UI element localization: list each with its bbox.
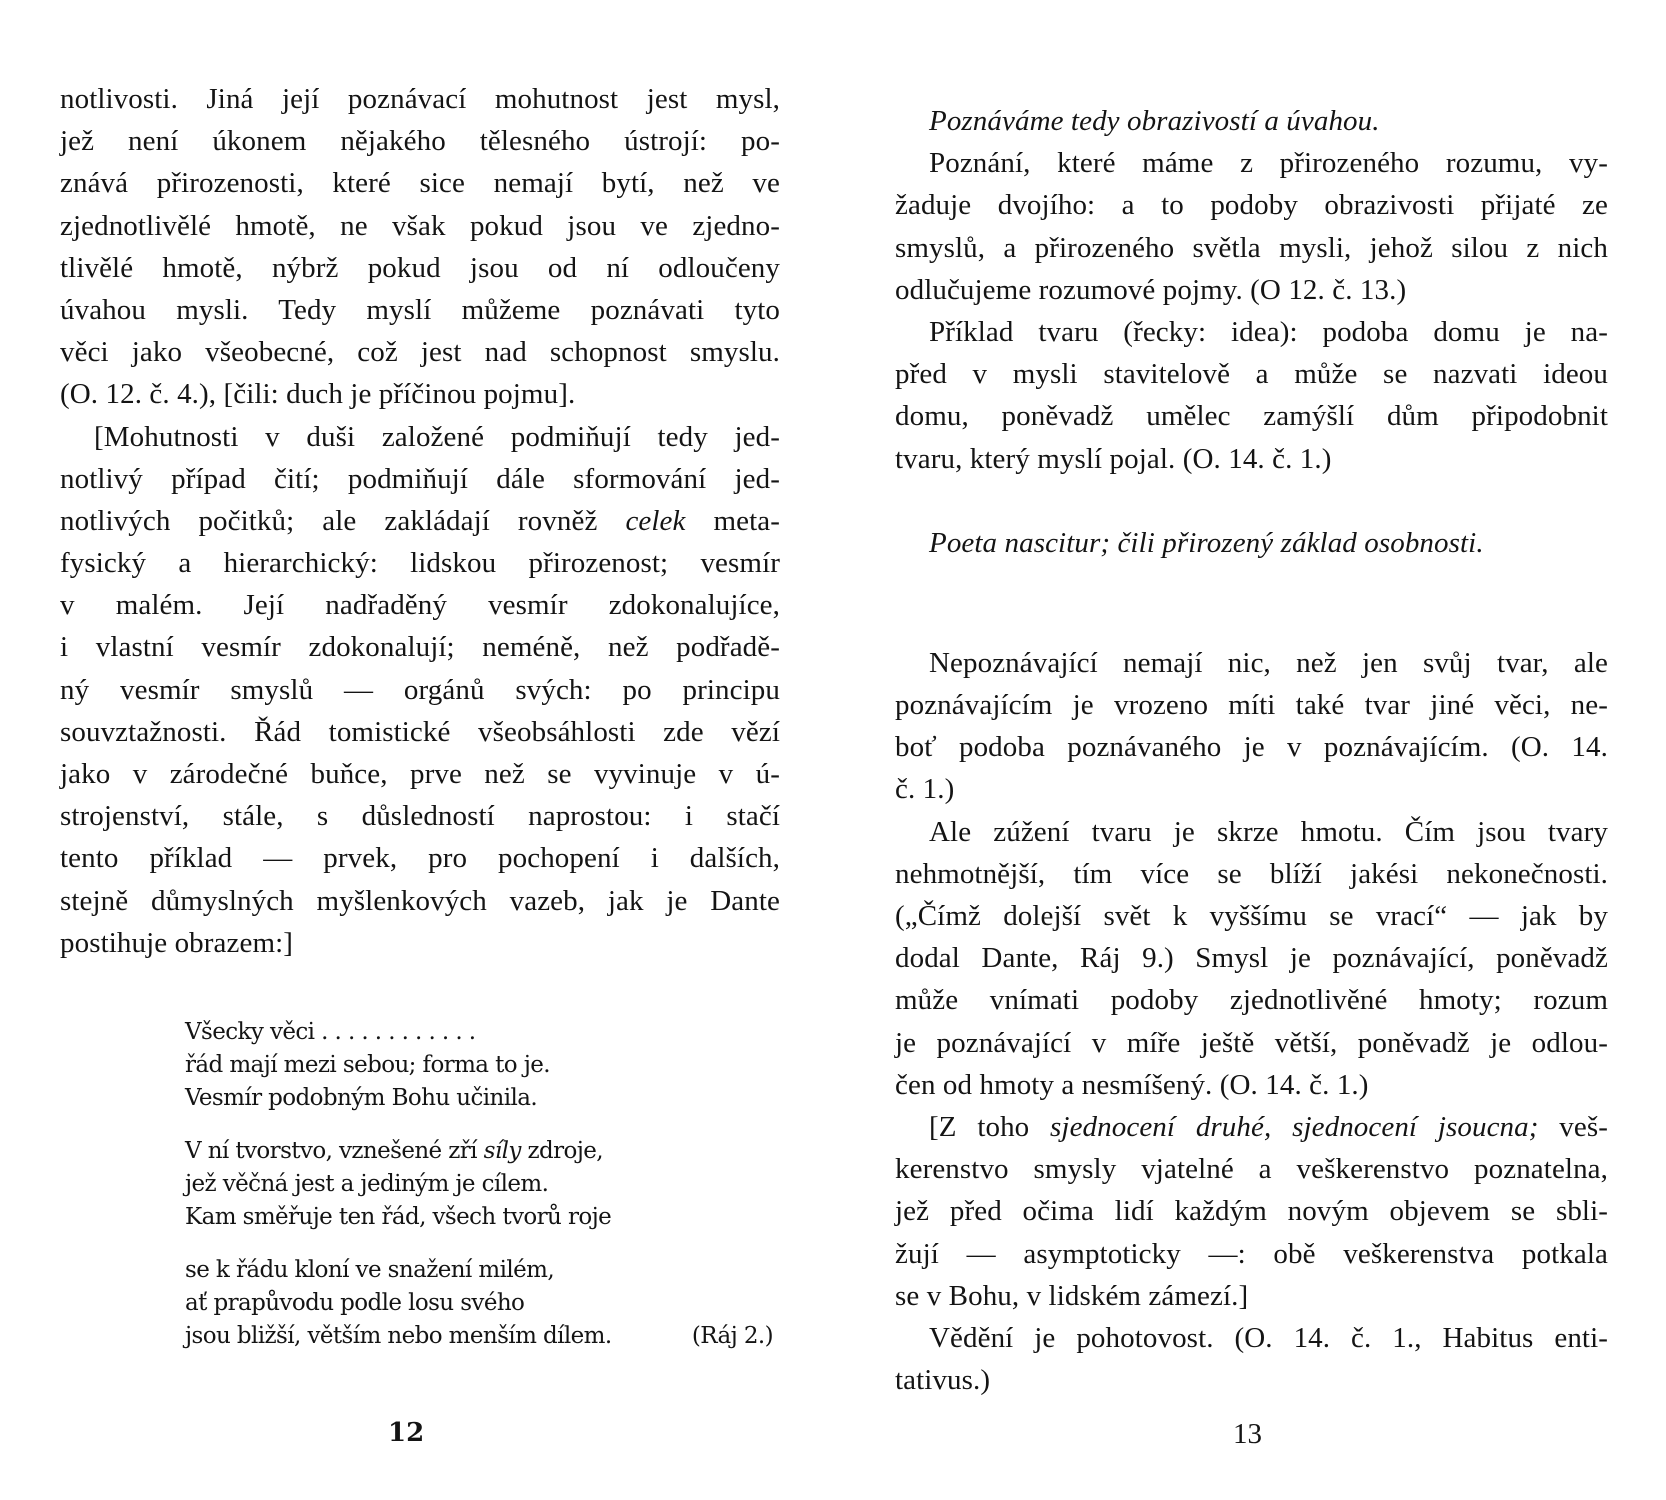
text-line: tlivělé hmotě, nýbrž pokud jsou od ní odloučeny (60, 251, 780, 284)
text-line: jež před očima lidí každým novým objevem se sbli- (895, 1195, 1608, 1228)
text-line: úvahou mysli. Tedy myslí můžeme poznávati tyto (60, 293, 780, 326)
text-line (60, 500, 780, 542)
text-line (895, 1106, 1608, 1148)
text-run: [Z toho (929, 1110, 1051, 1143)
emphasis: celek (625, 504, 686, 537)
text-line: („Čímž dolejší svět k vyššímu se vrací“ — jak by (895, 900, 1608, 932)
text-run: veš- (1538, 1110, 1608, 1143)
text-line: tvaru, který myslí pojal. (O. 14. č. 1.) (895, 442, 1332, 475)
text-line: fysický a hierarchický: lidskou přirozenost; vesmír (60, 547, 780, 580)
poem-line (185, 1135, 785, 1168)
text-line: se v Bohu, v lidském zámezí.] (895, 1279, 1249, 1312)
text-line: notlivý případ čití; podmiňují dále sformování jed- (60, 462, 780, 495)
text-line: souvztažnosti. Řád tomistické všeobsáhlosti zde vězí (60, 715, 780, 748)
poem-reference: (Ráj 2.) (691, 1323, 773, 1349)
text-run: notlivých počitků; ale zakládají rovněž (60, 504, 626, 537)
text-line: nehmotnější, tím více se blíží jakési nekonečnosti. (895, 857, 1608, 890)
poem-quotation (185, 1016, 785, 1373)
poem-line: se k řádu kloní ve snažení milém, (185, 1257, 555, 1283)
text-line: žaduje dvojího: a to podoby obrazivosti přijaté ze (895, 189, 1608, 222)
paragraph (895, 811, 1608, 1106)
text-line: před v mysli stavitelově a může se nazvati ideou (895, 358, 1608, 391)
right-page (833, 0, 1666, 1500)
text-line: Vědění je pohotovost. (O. 14. č. 1., Habitus enti- (929, 1321, 1608, 1354)
paragraph (60, 416, 780, 964)
page-number: 12 (388, 1418, 425, 1448)
text-run: V ní tvorstvo, vznešené zří (185, 1138, 484, 1164)
poem-line (185, 1320, 785, 1353)
poem-line: Vesmír podobným Bohu učinila. (185, 1085, 538, 1111)
left-page-body (60, 78, 780, 964)
paragraph (60, 78, 780, 416)
text-line: tativus.) (895, 1364, 991, 1397)
text-line: boť podoba poznávaného je v poznávajícím. (O. 14. (895, 731, 1608, 764)
poem-line: Kam směřuje ten řád, všech tvorů roje (185, 1204, 612, 1230)
text-line: dodal Dante, Ráj 9.) Smysl je poznávající, poněvadž (895, 942, 1608, 975)
paragraph (895, 1106, 1608, 1317)
page-number: 13 (1233, 1418, 1262, 1450)
paragraph (895, 311, 1608, 480)
text-line: domu, poněvadž umělec zamýšlí dům připodobnit (895, 400, 1608, 433)
text-line: žují — asymptoticky —: obě veškerenstva potkala (895, 1237, 1608, 1270)
text-line: věci jako všeobecné, což jest nad schopnost smyslu. (60, 336, 780, 369)
text-line: čen od hmoty a nesmíšený. (O. 14. č. 1.) (895, 1068, 1369, 1101)
text-line: strojenství, stále, s důsledností naprostou: i stačí (60, 800, 780, 833)
text-line: ný vesmír smyslů — orgánů svých: po principu (60, 673, 780, 706)
poem-line: ať prapůvodu podle losu svého (185, 1290, 525, 1316)
text-line: zjednotlivělé hmotě, ne však pokud jsou ve zjedno- (60, 209, 780, 242)
poem-line: řád mají mezi sebou; forma to je. (185, 1052, 550, 1078)
poem-line: jež věčná jest a jediným je cílem. (185, 1171, 549, 1197)
text-line: v malém. Její nadřaděný vesmír zdokonalujíce, (60, 589, 780, 622)
text-line: je poznávající v míře ještě větší, poněvadž je odlou- (895, 1026, 1608, 1059)
text-line: může vnímati podoby zjednotlivěné hmoty; rozum (895, 984, 1608, 1017)
spacer (895, 564, 1608, 642)
emphasis: síly (483, 1138, 521, 1164)
text-line: Nepoznávající nemají nic, než jen svůj tvar, ale (929, 646, 1608, 679)
text-line: smyslů, a přirozeného světla mysli, jehož silou z nich (895, 231, 1608, 264)
paragraph (895, 1317, 1608, 1401)
poem-stanza (185, 1254, 785, 1353)
text-line: č. 1.) (895, 773, 955, 806)
poem-line: Všecky věci . . . . . . . . . . . . (185, 1019, 476, 1045)
text-line: kerenstvo smysly vjatelné a veškerenstvo poznatelna, (895, 1153, 1608, 1186)
text-line: postihuje obrazem:] (60, 926, 294, 959)
text-run: zdroje, (520, 1138, 604, 1164)
paragraph (895, 142, 1608, 311)
text-line: Poznání, které máme z přirozeného rozumu, vy- (929, 147, 1608, 180)
text-line: jako v zárodečné buňce, prve než se vyvinuje v ú- (60, 758, 780, 790)
text-line: [Mohutnosti v duši založené podmiňují tedy jed- (94, 420, 780, 453)
text-run: jsou bližší, větším nebo menším dílem. (185, 1323, 612, 1349)
text-line: tento příklad — prvek, pro pochopení i dalších, (60, 842, 780, 875)
text-line: odlučujeme rozumové pojmy. (O 12. č. 13.) (895, 273, 1407, 306)
text-line: stejně důmyslných myšlenkových vazeb, jak je Dante (60, 884, 780, 917)
text-line: i vlastní vesmír zdokonalují; neméně, než podřadě- (60, 631, 780, 664)
text-line: znává přirozenosti, které sice nemají bytí, než ve (60, 167, 780, 200)
text-line: poznávajícím je vrozeno míti také tvar jiné věci, ne- (895, 689, 1608, 722)
emphasis: sjednocení druhé, sjednocení jsoucna; (1050, 1110, 1539, 1143)
text-line: Ale zúžení tvaru je skrze hmotu. Čím jsou tvary (929, 815, 1608, 848)
paragraph (895, 642, 1608, 811)
poem-stanza (185, 1135, 785, 1234)
section-heading: Poeta nascitur; čili přirozený základ osobnosti. (929, 526, 1484, 559)
right-page-body (895, 100, 1608, 1401)
poem-stanza (185, 1016, 785, 1115)
text-line: notlivosti. Jiná její poznávací mohutnost jest mysl, (60, 83, 780, 115)
text-line: (O. 12. č. 4.), [čili: duch je příčinou pojmu]. (60, 378, 576, 411)
section-heading: Poznáváme tedy obrazivostí a úvahou. (929, 105, 1380, 137)
text-line: jež není úkonem nějakého tělesného ústrojí: po- (60, 125, 780, 158)
text-line: Příklad tvaru (řecky: idea): podoba domu je na- (929, 315, 1608, 348)
text-run: meta- (685, 504, 780, 537)
spacer (895, 480, 1608, 522)
